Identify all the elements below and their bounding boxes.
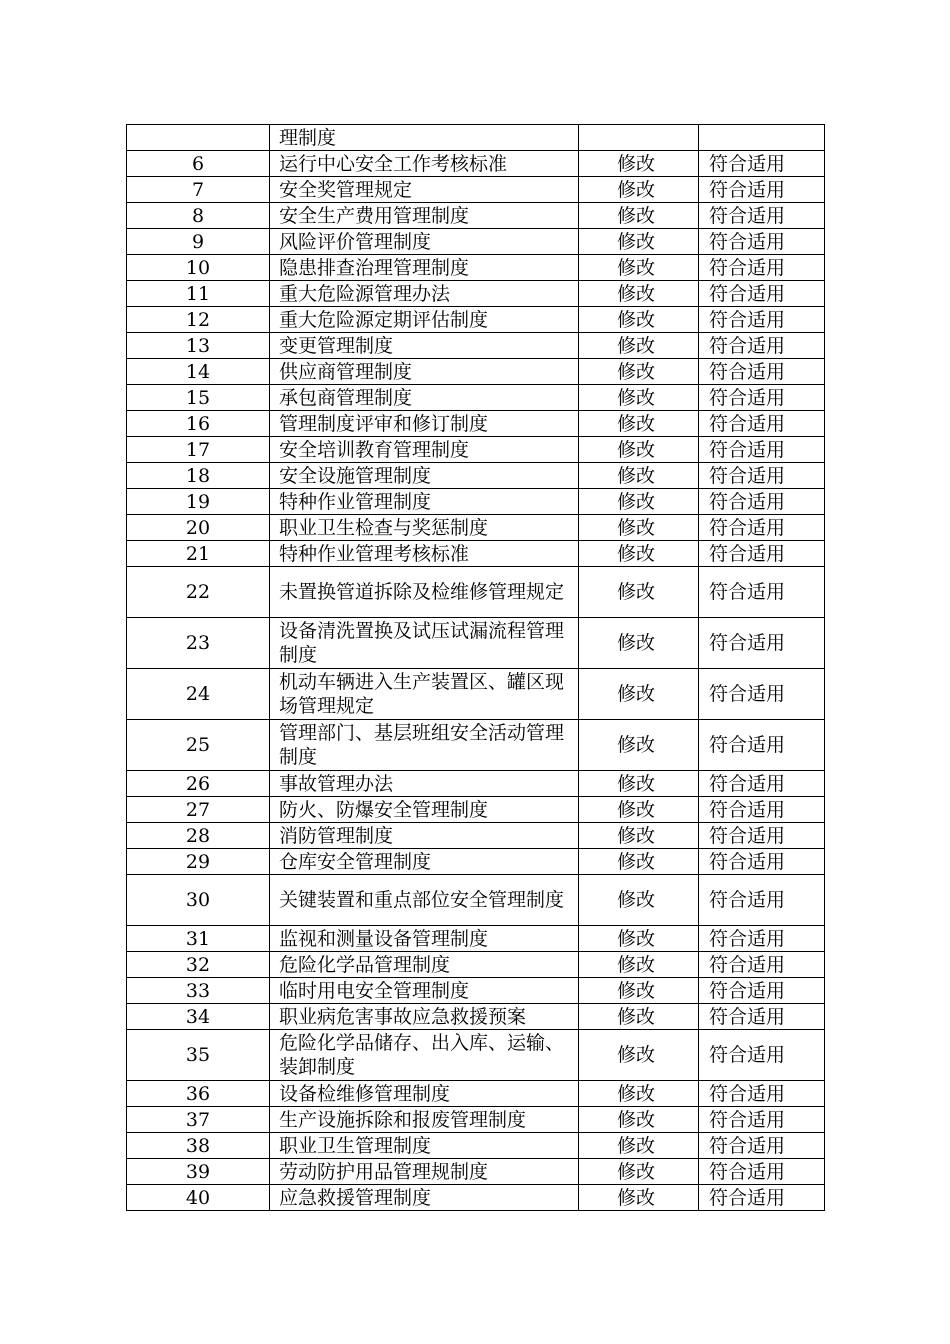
row-number: 18 bbox=[127, 463, 270, 489]
regulation-name-text: 承包商管理制度 bbox=[279, 386, 413, 409]
table-row bbox=[127, 720, 825, 771]
applicability-status: 符合适用 bbox=[699, 849, 825, 875]
revision-action: 修改 bbox=[579, 229, 699, 255]
applicability-status: 符合适用 bbox=[699, 823, 825, 849]
revision-action: 修改 bbox=[579, 978, 699, 1004]
table-row bbox=[127, 926, 825, 952]
row-number: 25 bbox=[127, 720, 270, 771]
revision-action: 修改 bbox=[579, 1133, 699, 1159]
applicability-status: 符合适用 bbox=[699, 281, 825, 307]
table-row bbox=[127, 875, 825, 926]
regulation-name bbox=[270, 151, 579, 177]
table-row bbox=[127, 489, 825, 515]
row-number: 27 bbox=[127, 797, 270, 823]
regulation-name bbox=[270, 1030, 579, 1081]
applicability-status: 符合适用 bbox=[699, 541, 825, 567]
row-number: 6 bbox=[127, 151, 270, 177]
applicability-status: 符合适用 bbox=[699, 385, 825, 411]
applicability-status: 符合适用 bbox=[699, 307, 825, 333]
applicability-status: 符合适用 bbox=[699, 203, 825, 229]
regulation-name-text: 特种作业管理考核标准 bbox=[279, 542, 470, 565]
applicability-status: 符合适用 bbox=[699, 1081, 825, 1107]
row-number: 13 bbox=[127, 333, 270, 359]
regulation-name bbox=[270, 463, 579, 489]
revision-action: 修改 bbox=[579, 463, 699, 489]
row-number: 30 bbox=[127, 875, 270, 926]
revision-action: 修改 bbox=[579, 541, 699, 567]
row-number: 12 bbox=[127, 307, 270, 333]
applicability-status: 符合适用 bbox=[699, 1004, 825, 1030]
revision-action: 修改 bbox=[579, 151, 699, 177]
regulation-name-text: 变更管理制度 bbox=[279, 334, 394, 357]
regulation-name-text: 管理制度评审和修订制度 bbox=[279, 412, 489, 435]
applicability-status: 符合适用 bbox=[699, 875, 825, 926]
table-row bbox=[127, 618, 825, 669]
regulation-name-text: 安全设施管理制度 bbox=[279, 464, 432, 487]
revision-action: 修改 bbox=[579, 177, 699, 203]
revision-action: 修改 bbox=[579, 618, 699, 669]
applicability-status: 符合适用 bbox=[699, 1107, 825, 1133]
applicability-status: 符合适用 bbox=[699, 515, 825, 541]
revision-action: 修改 bbox=[579, 333, 699, 359]
revision-action: 修改 bbox=[579, 849, 699, 875]
applicability-status: 符合适用 bbox=[699, 411, 825, 437]
revision-action: 修改 bbox=[579, 307, 699, 333]
regulation-name bbox=[270, 177, 579, 203]
applicability-status: 符合适用 bbox=[699, 567, 825, 618]
row-number: 22 bbox=[127, 567, 270, 618]
table-row bbox=[127, 1030, 825, 1081]
regulation-name-text: 生产设施拆除和报废管理制度 bbox=[279, 1108, 527, 1131]
regulation-name-text: 设备清洗置换及试压试漏流程管理制度 bbox=[279, 620, 565, 666]
row-number: 40 bbox=[127, 1185, 270, 1211]
regulation-name-text: 职业病危害事故应急救援预案 bbox=[279, 1005, 527, 1028]
applicability-status: 符合适用 bbox=[699, 952, 825, 978]
row-number: 7 bbox=[127, 177, 270, 203]
applicability-status: 符合适用 bbox=[699, 1030, 825, 1081]
table-row bbox=[127, 1107, 825, 1133]
revision-action: 修改 bbox=[579, 255, 699, 281]
revision-action: 修改 bbox=[579, 875, 699, 926]
regulation-name-text: 防火、防爆安全管理制度 bbox=[279, 798, 489, 821]
regulation-name-text: 关键装置和重点部位安全管理制度 bbox=[279, 889, 565, 911]
regulation-name bbox=[270, 281, 579, 307]
regulation-name-text: 危险化学品管理制度 bbox=[279, 953, 451, 976]
applicability-status: 符合适用 bbox=[699, 489, 825, 515]
applicability-status: 符合适用 bbox=[699, 177, 825, 203]
row-number: 38 bbox=[127, 1133, 270, 1159]
regulation-name-text: 仓库安全管理制度 bbox=[279, 850, 432, 873]
table-row bbox=[127, 125, 825, 151]
revision-action: 修改 bbox=[579, 359, 699, 385]
table-row bbox=[127, 359, 825, 385]
revision-action: 修改 bbox=[579, 1030, 699, 1081]
table-row bbox=[127, 1133, 825, 1159]
row-number bbox=[127, 125, 270, 151]
row-number: 24 bbox=[127, 669, 270, 720]
revision-action: 修改 bbox=[579, 1185, 699, 1211]
revision-action: 修改 bbox=[579, 1004, 699, 1030]
regulation-name bbox=[270, 125, 579, 151]
applicability-status: 符合适用 bbox=[699, 797, 825, 823]
table-row bbox=[127, 978, 825, 1004]
row-number: 11 bbox=[127, 281, 270, 307]
regulation-name bbox=[270, 385, 579, 411]
table-row bbox=[127, 849, 825, 875]
regulation-name bbox=[270, 489, 579, 515]
regulation-name bbox=[270, 978, 579, 1004]
regulation-name-text: 重大危险源管理办法 bbox=[279, 282, 451, 305]
applicability-status: 符合适用 bbox=[699, 669, 825, 720]
table-row bbox=[127, 669, 825, 720]
regulation-name bbox=[270, 411, 579, 437]
row-number: 26 bbox=[127, 771, 270, 797]
revision-action: 修改 bbox=[579, 203, 699, 229]
table-row bbox=[127, 463, 825, 489]
regulation-name-text: 职业卫生管理制度 bbox=[279, 1134, 432, 1157]
table-row bbox=[127, 177, 825, 203]
regulation-name bbox=[270, 669, 579, 720]
regulation-name-text: 供应商管理制度 bbox=[279, 360, 413, 383]
regulation-name-text: 设备检维修管理制度 bbox=[279, 1082, 451, 1105]
applicability-status: 符合适用 bbox=[699, 978, 825, 1004]
table-row bbox=[127, 823, 825, 849]
table-row bbox=[127, 385, 825, 411]
regulation-name bbox=[270, 1133, 579, 1159]
table-row bbox=[127, 1004, 825, 1030]
regulation-name-text: 消防管理制度 bbox=[279, 824, 394, 847]
table-row bbox=[127, 333, 825, 359]
regulation-name bbox=[270, 1185, 579, 1211]
regulation-name bbox=[270, 203, 579, 229]
applicability-status: 符合适用 bbox=[699, 1133, 825, 1159]
revision-action: 修改 bbox=[579, 515, 699, 541]
regulation-name bbox=[270, 1081, 579, 1107]
applicability-status: 符合适用 bbox=[699, 720, 825, 771]
regulation-name bbox=[270, 875, 579, 926]
regulation-name-text: 职业卫生检查与奖惩制度 bbox=[279, 516, 489, 539]
regulation-name-text: 应急救援管理制度 bbox=[279, 1186, 432, 1209]
row-number: 23 bbox=[127, 618, 270, 669]
row-number: 29 bbox=[127, 849, 270, 875]
revision-action: 修改 bbox=[579, 926, 699, 952]
row-number: 10 bbox=[127, 255, 270, 281]
regulation-name-text: 安全奖管理规定 bbox=[279, 178, 413, 201]
regulation-name-text: 安全培训教育管理制度 bbox=[279, 438, 470, 461]
regulation-name-text: 监视和测量设备管理制度 bbox=[279, 927, 489, 950]
regulation-name-text: 未置换管道拆除及检维修管理规定 bbox=[279, 581, 565, 603]
regulation-name-text: 理制度 bbox=[279, 126, 337, 149]
regulation-name bbox=[270, 926, 579, 952]
table-row bbox=[127, 1081, 825, 1107]
applicability-status: 符合适用 bbox=[699, 151, 825, 177]
revision-action: 修改 bbox=[579, 823, 699, 849]
regulation-name-text: 事故管理办法 bbox=[279, 772, 394, 795]
revision-action: 修改 bbox=[579, 797, 699, 823]
regulation-name bbox=[270, 541, 579, 567]
table-row bbox=[127, 255, 825, 281]
row-number: 28 bbox=[127, 823, 270, 849]
regulation-name-text: 临时用电安全管理制度 bbox=[279, 979, 470, 1002]
regulation-name bbox=[270, 515, 579, 541]
applicability-status bbox=[699, 125, 825, 151]
regulation-name bbox=[270, 849, 579, 875]
revision-action: 修改 bbox=[579, 669, 699, 720]
table-row bbox=[127, 151, 825, 177]
regulation-name bbox=[270, 618, 579, 669]
applicability-status: 符合适用 bbox=[699, 255, 825, 281]
table-row bbox=[127, 437, 825, 463]
regulation-name-text: 风险评价管理制度 bbox=[279, 230, 432, 253]
regulation-name-text: 重大危险源定期评估制度 bbox=[279, 308, 489, 331]
row-number: 36 bbox=[127, 1081, 270, 1107]
regulation-name bbox=[270, 771, 579, 797]
row-number: 19 bbox=[127, 489, 270, 515]
regulation-name bbox=[270, 823, 579, 849]
row-number: 16 bbox=[127, 411, 270, 437]
row-number: 17 bbox=[127, 437, 270, 463]
row-number: 15 bbox=[127, 385, 270, 411]
regulation-name bbox=[270, 255, 579, 281]
regulation-name bbox=[270, 1159, 579, 1185]
table-body bbox=[127, 125, 825, 1211]
table-row bbox=[127, 952, 825, 978]
regulation-name-text: 隐患排查治理管理制度 bbox=[279, 256, 470, 279]
regulation-name-text: 运行中心安全工作考核标准 bbox=[279, 152, 508, 175]
regulations-table bbox=[126, 124, 825, 1211]
table-row bbox=[127, 567, 825, 618]
applicability-status: 符合适用 bbox=[699, 437, 825, 463]
applicability-status: 符合适用 bbox=[699, 1159, 825, 1185]
applicability-status: 符合适用 bbox=[699, 229, 825, 255]
applicability-status: 符合适用 bbox=[699, 618, 825, 669]
revision-action: 修改 bbox=[579, 385, 699, 411]
regulation-name bbox=[270, 567, 579, 618]
table-row bbox=[127, 307, 825, 333]
regulation-name-text: 危险化学品储存、出入库、运输、装卸制度 bbox=[279, 1032, 565, 1078]
table-row bbox=[127, 281, 825, 307]
row-number: 32 bbox=[127, 952, 270, 978]
row-number: 8 bbox=[127, 203, 270, 229]
applicability-status: 符合适用 bbox=[699, 333, 825, 359]
revision-action: 修改 bbox=[579, 952, 699, 978]
table-row bbox=[127, 515, 825, 541]
regulation-name bbox=[270, 1004, 579, 1030]
table-row bbox=[127, 541, 825, 567]
table-row bbox=[127, 771, 825, 797]
row-number: 21 bbox=[127, 541, 270, 567]
table-row bbox=[127, 1159, 825, 1185]
regulation-name bbox=[270, 229, 579, 255]
regulation-name bbox=[270, 1107, 579, 1133]
row-number: 39 bbox=[127, 1159, 270, 1185]
table-row bbox=[127, 1185, 825, 1211]
applicability-status: 符合适用 bbox=[699, 926, 825, 952]
row-number: 35 bbox=[127, 1030, 270, 1081]
regulation-name bbox=[270, 333, 579, 359]
revision-action bbox=[579, 125, 699, 151]
row-number: 37 bbox=[127, 1107, 270, 1133]
row-number: 34 bbox=[127, 1004, 270, 1030]
applicability-status: 符合适用 bbox=[699, 463, 825, 489]
revision-action: 修改 bbox=[579, 489, 699, 515]
table-row bbox=[127, 797, 825, 823]
row-number: 9 bbox=[127, 229, 270, 255]
regulation-name bbox=[270, 359, 579, 385]
regulation-name bbox=[270, 797, 579, 823]
revision-action: 修改 bbox=[579, 281, 699, 307]
regulation-name-text: 特种作业管理制度 bbox=[279, 490, 432, 513]
regulation-name-text: 管理部门、基层班组安全活动管理制度 bbox=[279, 722, 565, 768]
regulation-name bbox=[270, 437, 579, 463]
regulation-name bbox=[270, 952, 579, 978]
revision-action: 修改 bbox=[579, 720, 699, 771]
table-row bbox=[127, 203, 825, 229]
regulation-name-text: 劳动防护用品管理规制度 bbox=[279, 1160, 489, 1183]
regulation-name bbox=[270, 307, 579, 333]
regulation-name bbox=[270, 720, 579, 771]
applicability-status: 符合适用 bbox=[699, 1185, 825, 1211]
regulation-name-text: 机动车辆进入生产装置区、罐区现场管理规定 bbox=[279, 671, 565, 717]
revision-action: 修改 bbox=[579, 1159, 699, 1185]
revision-action: 修改 bbox=[579, 1081, 699, 1107]
revision-action: 修改 bbox=[579, 437, 699, 463]
revision-action: 修改 bbox=[579, 771, 699, 797]
revision-action: 修改 bbox=[579, 567, 699, 618]
applicability-status: 符合适用 bbox=[699, 359, 825, 385]
table-row bbox=[127, 229, 825, 255]
revision-action: 修改 bbox=[579, 1107, 699, 1133]
row-number: 20 bbox=[127, 515, 270, 541]
row-number: 33 bbox=[127, 978, 270, 1004]
table-row bbox=[127, 411, 825, 437]
revision-action: 修改 bbox=[579, 411, 699, 437]
row-number: 14 bbox=[127, 359, 270, 385]
regulation-name-text: 安全生产费用管理制度 bbox=[279, 204, 470, 227]
applicability-status: 符合适用 bbox=[699, 771, 825, 797]
row-number: 31 bbox=[127, 926, 270, 952]
